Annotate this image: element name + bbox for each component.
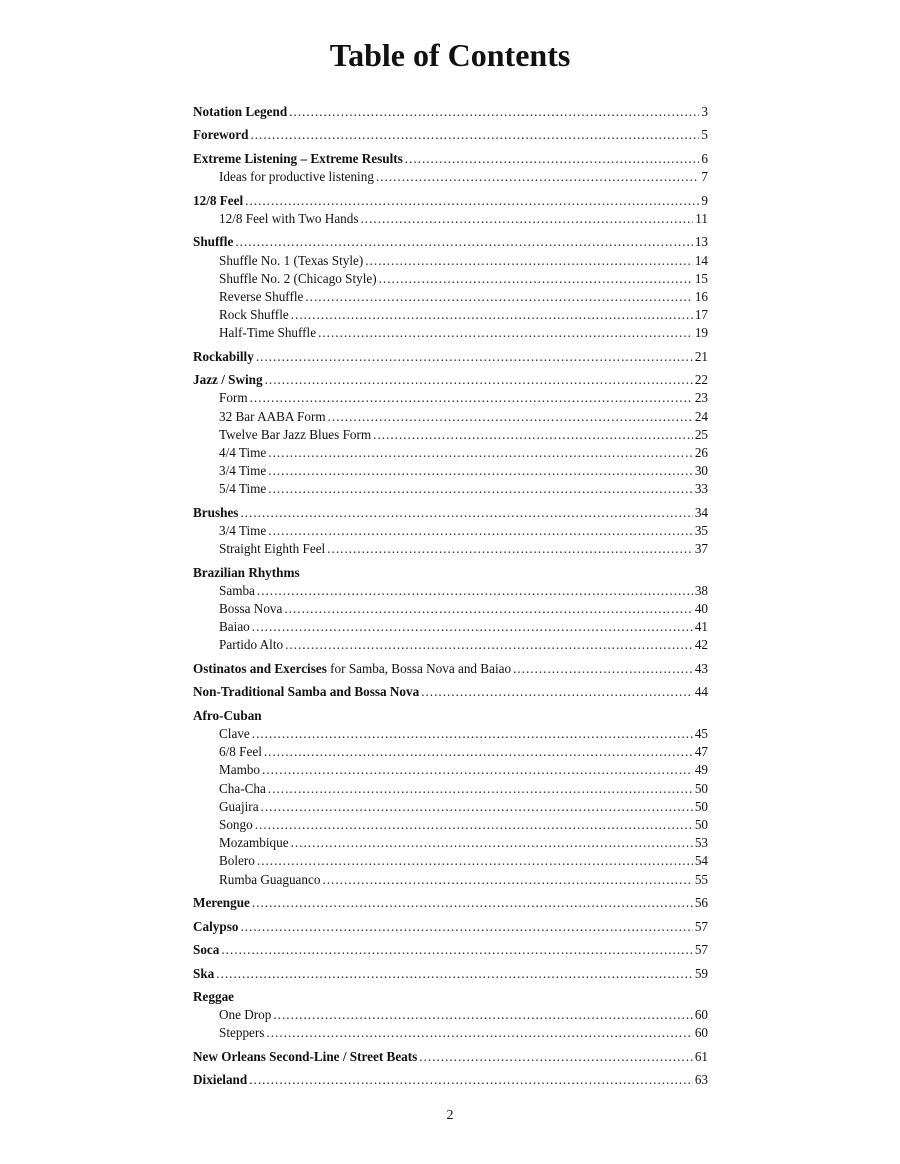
toc-subsection-entry[interactable] (193, 168, 708, 186)
toc-dot-leader (266, 1024, 692, 1042)
toc-dot-leader (322, 871, 692, 889)
toc-entry-label: Straight Eighth Feel (219, 541, 326, 557)
toc-section-entry[interactable] (193, 126, 708, 144)
toc-subsection-entry[interactable] (193, 480, 708, 498)
toc-entry-label: 6/8 Feel (219, 744, 262, 760)
toc-entry-label: 3/4 Time (219, 463, 267, 479)
toc-subsection-entry[interactable] (193, 636, 708, 654)
toc-entry-label: Guajira (219, 798, 259, 814)
toc-page-number: 47 (694, 744, 708, 760)
toc-page-number: 40 (694, 601, 708, 617)
toc-page-number: 55 (694, 871, 708, 887)
toc-dot-leader (245, 192, 699, 210)
toc-section-entry[interactable] (193, 683, 708, 701)
page-title: Table of Contents (329, 37, 571, 73)
toc-dot-leader (285, 636, 693, 654)
toc-page-number: 35 (694, 523, 708, 539)
toc-subsection-entry[interactable] (193, 725, 708, 743)
toc-dot-leader (235, 233, 693, 251)
toc-entry-label: Reggae (193, 989, 235, 1004)
toc-entry-label: Mozambique (219, 835, 289, 851)
toc-dot-leader (264, 743, 693, 761)
toc-page-number: 7 (701, 169, 708, 185)
toc-subsection-entry[interactable] (193, 761, 708, 779)
toc-section-entry[interactable] (193, 371, 708, 389)
toc-entry-label: Merengue (193, 895, 250, 911)
toc-subsection-entry[interactable] (193, 816, 708, 834)
toc-page-number: 5 (701, 127, 708, 143)
toc-entry-label: Half-Time Shuffle (219, 325, 317, 341)
toc-entry-label: Samba (219, 582, 255, 598)
toc-entry-label: Brazilian Rhythms (193, 564, 300, 580)
toc-page-number: 53 (694, 835, 708, 851)
toc-entry-label: Baiao (219, 619, 250, 635)
toc-dot-leader (216, 965, 693, 983)
toc-dot-leader (268, 480, 693, 498)
toc-entry-label: 32 Bar AABA Form (219, 408, 326, 424)
toc-dot-leader (361, 210, 694, 228)
toc-dot-leader (268, 462, 693, 480)
toc-page-number: 50 (694, 798, 708, 814)
toc-page-number: 45 (694, 726, 708, 742)
toc-section-entry[interactable] (193, 707, 708, 725)
toc-dot-leader (221, 941, 692, 959)
toc-page-number: 57 (694, 918, 708, 934)
toc-entry-label: 12/8 Feel (193, 192, 244, 208)
toc-dot-leader (328, 408, 693, 426)
toc-subsection-entry[interactable] (193, 834, 708, 852)
toc-subsection-entry[interactable] (193, 540, 708, 558)
toc-entry-label: Clave (219, 726, 250, 742)
toc-dot-leader (256, 348, 693, 366)
toc-page-number: 49 (694, 762, 708, 778)
toc-entry-label: Ska (193, 965, 215, 981)
toc-dot-leader (268, 522, 693, 540)
toc-dot-leader (379, 270, 693, 288)
toc-subsection-entry[interactable] (193, 798, 708, 816)
toc-dot-leader (273, 1006, 692, 1024)
toc-entry-label: Cha-Cha (219, 780, 266, 796)
toc-page-number: 57 (694, 942, 708, 958)
toc-entry-label: Steppers (219, 1025, 265, 1041)
toc-subsection-entry[interactable] (193, 1006, 708, 1024)
toc-page-number: 26 (694, 444, 708, 460)
toc-dot-leader (373, 426, 693, 444)
toc-page-number: 44 (694, 684, 708, 700)
toc-dot-leader (262, 761, 693, 779)
toc-dot-leader (265, 371, 693, 389)
toc-section-entry[interactable] (193, 1048, 708, 1066)
toc-page-number: 3 (701, 104, 708, 119)
toc-dot-leader (252, 618, 693, 636)
toc-dot-leader (257, 852, 693, 870)
toc-entry-label: 12/8 Feel with Two Hands (219, 210, 359, 226)
toc-section-entry[interactable] (193, 894, 708, 912)
toc-dot-leader (289, 103, 699, 121)
toc-page-number: 59 (694, 965, 708, 981)
toc-page-number: 13 (694, 234, 708, 250)
toc-entry-label: Soca (193, 942, 220, 958)
toc-subsection-entry[interactable] (193, 600, 708, 618)
toc-entry-label: Extreme Listening – Extreme Results (193, 150, 403, 166)
toc-subsection-entry[interactable] (193, 270, 708, 288)
toc-page-number: 37 (694, 541, 708, 557)
toc-entry-label: Rock Shuffle (219, 307, 289, 323)
toc-section-entry[interactable] (193, 233, 708, 251)
toc-dot-leader (252, 725, 693, 743)
toc-dot-leader (513, 660, 693, 678)
toc-page-number: 38 (694, 582, 708, 598)
toc-entry-label: Afro-Cuban (193, 707, 262, 723)
toc-subsection-entry[interactable] (193, 522, 708, 540)
toc-page-number: 6 (701, 150, 708, 166)
toc-page-number: 43 (694, 660, 708, 676)
toc-section-entry[interactable] (193, 504, 708, 522)
toc-page-number: 11 (695, 210, 708, 226)
toc-page-number: 60 (694, 1007, 708, 1023)
toc-page-number: 41 (694, 619, 708, 635)
toc-dot-leader (261, 798, 693, 816)
toc-entry-label: Shuffle No. 1 (Texas Style) (219, 252, 364, 268)
toc-section-entry[interactable] (193, 348, 708, 366)
toc-section-entry[interactable] (193, 660, 708, 678)
toc-dot-leader (250, 389, 693, 407)
toc-subsection-entry[interactable] (193, 582, 708, 600)
toc-entry-label: Mambo (219, 762, 261, 778)
toc-entry-label: Jazz / Swing (193, 372, 263, 388)
toc-subsection-entry[interactable] (193, 408, 708, 426)
toc-dot-leader (291, 306, 693, 324)
toc-dot-leader (421, 683, 693, 701)
toc-section-entry[interactable] (193, 1071, 708, 1089)
toc-entry-label: Shuffle No. 2 (Chicago Style) (219, 270, 377, 286)
toc-page-number: 15 (694, 270, 708, 286)
toc-subsection-entry[interactable] (193, 210, 708, 228)
toc-subsection-entry[interactable] (193, 288, 708, 306)
toc-entry-label: Rockabilly (193, 348, 254, 364)
toc-page-number: 22 (694, 372, 708, 388)
toc-page-number: 56 (694, 895, 708, 911)
toc-subsection-entry[interactable] (193, 389, 708, 407)
toc-dot-leader (268, 780, 693, 798)
toc-dot-leader (268, 444, 693, 462)
page-number: 2 (446, 1108, 454, 1123)
toc-dot-leader (284, 600, 692, 618)
toc-entry-label: 5/4 Time (219, 481, 267, 497)
toc-page-number: 30 (694, 463, 708, 479)
toc-entry-label: 3/4 Time (219, 523, 267, 539)
toc-section-entry[interactable] (193, 965, 708, 983)
toc-subsection-entry[interactable] (193, 324, 708, 342)
toc-entry-label: Bossa Nova (219, 601, 283, 617)
toc-entry-label: Songo (219, 817, 253, 833)
toc-page-number: 14 (694, 252, 708, 268)
toc-page-number: 17 (694, 307, 708, 323)
toc-page-number: 50 (694, 780, 708, 796)
toc-page-number: 60 (694, 1025, 708, 1041)
toc-page-number: 25 (694, 426, 708, 442)
toc-dot-leader (405, 150, 700, 168)
toc-page-number: 54 (694, 853, 708, 869)
toc-subsection-entry[interactable] (193, 743, 708, 761)
toc-page-number: 50 (694, 817, 708, 833)
toc-entry-label: Brushes (193, 504, 239, 520)
table-of-contents (193, 103, 708, 1090)
toc-dot-leader (305, 288, 692, 306)
toc-page-number: 23 (694, 390, 708, 406)
toc-page-number: 61 (694, 1048, 708, 1064)
toc-dot-leader (376, 168, 699, 186)
toc-entry-label: New Orleans Second-Line / Street Beats (193, 1048, 418, 1064)
toc-subsection-entry[interactable] (193, 852, 708, 870)
toc-entry-label: Notation Legend (193, 104, 288, 119)
toc-subsection-entry[interactable] (193, 1024, 708, 1042)
toc-section-entry[interactable] (193, 150, 708, 168)
toc-entry-label: Ideas for productive listening (219, 169, 374, 185)
toc-entry-label: 4/4 Time (219, 444, 267, 460)
toc-page-number: 33 (694, 481, 708, 497)
toc-dot-leader (327, 540, 693, 558)
toc-dot-leader (250, 126, 699, 144)
toc-subsection-entry[interactable] (193, 252, 708, 270)
toc-dot-leader (249, 1071, 693, 1089)
toc-entry-label-suffix: for Samba, Bossa Nova and Baiao (326, 660, 512, 676)
toc-entry-label: Foreword (193, 127, 249, 143)
toc-page-number: 34 (694, 504, 708, 520)
toc-dot-leader (240, 918, 692, 936)
toc-subsection-entry[interactable] (193, 444, 708, 462)
toc-section-entry[interactable] (193, 564, 708, 582)
toc-page-number: 19 (694, 325, 708, 341)
toc-entry-label: Non-Traditional Samba and Bossa Nova (193, 684, 420, 700)
toc-subsection-entry[interactable] (193, 871, 708, 889)
toc-dot-leader (252, 894, 693, 912)
toc-page-number: 24 (694, 408, 708, 424)
toc-dot-leader (365, 252, 693, 270)
toc-subsection-entry[interactable] (193, 780, 708, 798)
toc-entry-label: Twelve Bar Jazz Blues Form (219, 426, 372, 442)
toc-entry-label: Bolero (219, 853, 255, 869)
toc-dot-leader (240, 504, 692, 522)
toc-entry-label: Reverse Shuffle (219, 288, 304, 304)
toc-section-entry[interactable] (193, 941, 708, 959)
toc-page-number: 16 (694, 288, 708, 304)
toc-entry-label: Ostinatos and Exercises (193, 660, 327, 676)
toc-entry-label: Shuffle (193, 234, 234, 250)
toc-entry-label: Form (219, 390, 248, 406)
toc-entry-label: Rumba Guaguanco (219, 871, 321, 887)
toc-entry-label: Partido Alto (219, 637, 284, 653)
toc-page-number: 42 (694, 637, 708, 653)
toc-section-entry[interactable] (193, 918, 708, 936)
toc-section-entry[interactable] (193, 103, 708, 121)
toc-dot-leader (255, 816, 693, 834)
toc-section-entry[interactable] (193, 988, 708, 1006)
toc-page-number: 63 (694, 1072, 708, 1088)
toc-dot-leader (419, 1048, 693, 1066)
toc-subsection-entry[interactable] (193, 462, 708, 480)
toc-subsection-entry[interactable] (193, 426, 708, 444)
toc-subsection-entry[interactable] (193, 306, 708, 324)
toc-subsection-entry[interactable] (193, 618, 708, 636)
toc-page-number: 21 (694, 348, 708, 364)
toc-entry-label: Calypso (193, 918, 239, 934)
toc-dot-leader (291, 834, 693, 852)
toc-entry-label: Dixieland (193, 1072, 248, 1088)
toc-section-entry[interactable] (193, 192, 708, 210)
toc-page-number: 9 (701, 192, 708, 208)
toc-dot-leader (257, 582, 693, 600)
toc-dot-leader (318, 324, 693, 342)
toc-entry-label: One Drop (219, 1007, 272, 1023)
